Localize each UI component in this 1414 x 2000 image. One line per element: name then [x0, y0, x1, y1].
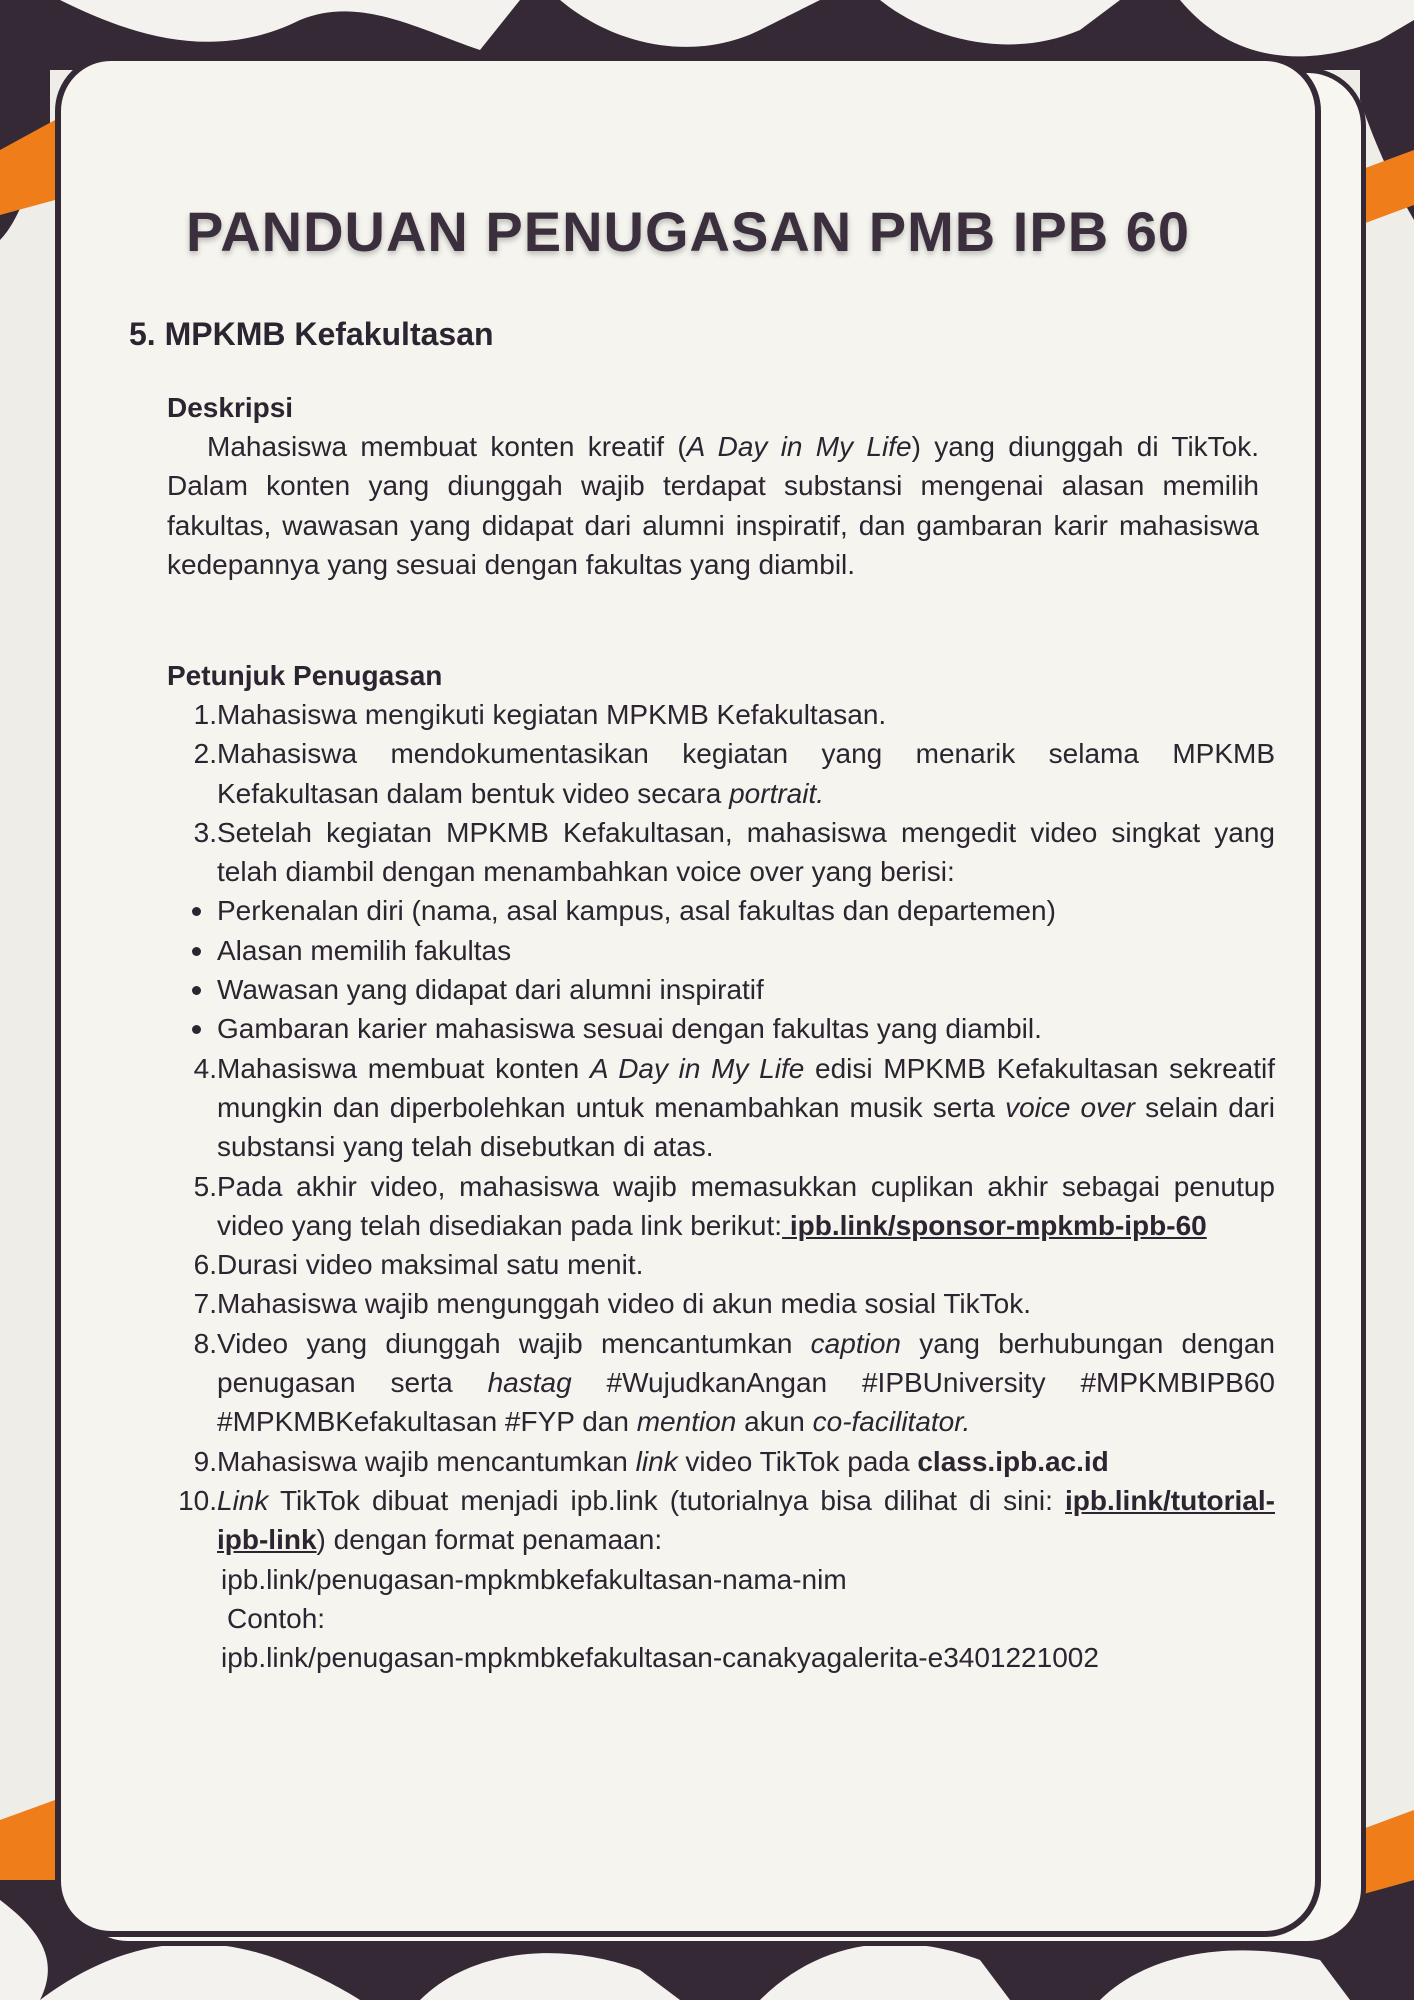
- step-number: 7.: [193, 1288, 217, 1320]
- step-text: Durasi video maksimal satu menit.: [217, 1249, 644, 1281]
- step-3: [167, 813, 1275, 892]
- contoh-label-row: [167, 1599, 1275, 1638]
- bullet-item: [167, 970, 1275, 1009]
- step-10-text-a: TikTok dibuat menjadi ipb.link (tutorialnya bisa dilihat di sini:: [268, 1484, 1065, 1516]
- contoh-label: Contoh:: [227, 1602, 326, 1634]
- step-8-text-c: #WujudkanAngan #IPBUniversity #MPKMBIPB60 #MPKMBKefakultasan #FYP dan: [217, 1367, 1275, 1438]
- class-ipb-link[interactable]: class.ipb.ac.id: [917, 1445, 1109, 1477]
- step-number: 3.: [193, 816, 217, 848]
- bullet-text: Perkenalan diri (nama, asal kampus, asal fakultas dan departemen): [217, 895, 1056, 927]
- step-8-em-a: caption: [810, 1327, 901, 1359]
- step-1: [167, 695, 1275, 734]
- step-10: [167, 1481, 1275, 1560]
- step-5-text: Pada akhir video, mahasiswa wajib memasukkan cuplikan akhir sebagai penutup video yang telah disediakan pada link berikut:: [217, 1170, 1275, 1241]
- step-10-em: Link: [217, 1484, 269, 1516]
- step-2-em: portrait.: [729, 777, 825, 809]
- sponsor-link[interactable]: ipb.link/sponsor-mpkmb-ipb-60: [782, 1209, 1207, 1241]
- step-text: [217, 1442, 1275, 1481]
- contoh-value: ipb.link/penugasan-mpkmbkefakultasan-canakyagalerita-e3401221002: [221, 1642, 1099, 1674]
- step-number: 4.: [193, 1052, 217, 1084]
- bullet-text: Alasan memilih fakultas: [217, 934, 512, 966]
- step-number: 1.: [193, 699, 217, 730]
- step-9: [167, 1442, 1275, 1481]
- bullet-dot: [167, 931, 217, 970]
- step-9-em: link: [635, 1445, 678, 1477]
- step-4-em-a: A Day in My Life: [589, 1052, 805, 1084]
- step-9-text-b: video TikTok pada: [677, 1445, 918, 1477]
- step-8-text-d: akun: [736, 1406, 813, 1438]
- deskripsi-em: A Day in My Life: [686, 431, 912, 462]
- bullet-dot: [167, 970, 217, 1009]
- step-number: 10.: [178, 1484, 217, 1516]
- step-text: [217, 1167, 1275, 1246]
- step-8-text-a: Video yang diunggah wajib mencantumkan: [217, 1327, 811, 1359]
- section-title: [129, 316, 494, 353]
- bullet-dot: [167, 891, 217, 930]
- step-5: [167, 1167, 1275, 1246]
- bullet-item: [167, 931, 1275, 970]
- step-8-em-c: mention: [636, 1406, 737, 1438]
- step-number: 6.: [193, 1249, 217, 1281]
- deskripsi-text-b: ) yang diunggah di TikTok. Dalam konten yang diunggah wajib terdapat substansi mengenai alasan memilih fakultas, wawasan yang didapat dari alumni inspiratif, dan gambaran karir mahasiswa kedepannya yang sesuai dengan fakultas yang diambil.: [167, 431, 1260, 580]
- step-number: 8.: [193, 1327, 217, 1359]
- step-text: [217, 1049, 1275, 1167]
- step-text: [217, 1324, 1275, 1442]
- bullet-item: [167, 891, 1275, 930]
- step-8-em-d: co-facilitator.: [812, 1406, 971, 1438]
- section-number: 5.: [129, 316, 156, 352]
- bullet-text: Gambaran karier mahasiswa sesuai dengan fakultas yang diambil.: [217, 1013, 1042, 1045]
- step-9-text-a: Mahasiswa wajib mencantumkan: [217, 1445, 636, 1477]
- step-2: [167, 734, 1275, 813]
- step-number: 9.: [193, 1445, 217, 1477]
- step-4-text-c: selain dari substansi yang telah disebutkan di atas.: [217, 1091, 1275, 1163]
- deskripsi-block: [167, 388, 1259, 584]
- step-6: [167, 1245, 1275, 1284]
- step-4-text-a: Mahasiswa membuat konten: [217, 1052, 590, 1084]
- bullet-item: [167, 1009, 1275, 1048]
- step-4-em-b: voice over: [1005, 1091, 1135, 1123]
- deskripsi-paragraph: [167, 427, 1259, 584]
- step-text: Setelah kegiatan MPKMB Kefakultasan, mahasiswa mengedit video singkat yang telah diambil dengan menambahkan voice over yang berisi:: [217, 816, 1275, 888]
- petunjuk-block: [167, 656, 1275, 1677]
- format-name: ipb.link/penugasan-mpkmbkefakultasan-nama-nim: [221, 1563, 847, 1595]
- deskripsi-heading: Deskripsi: [167, 392, 294, 423]
- bullet-text: Wawasan yang didapat dari alumni inspiratif: [217, 974, 764, 1006]
- step-4-text-b: edisi MPKMB Kefakultasan sekreatif mungkin dan diperbolehkan untuk menambahkan musik serta: [217, 1052, 1276, 1123]
- bullet-dot: [167, 1009, 217, 1048]
- tutorial-link[interactable]: ipb.link/tutorial-ipb-link: [217, 1484, 1275, 1556]
- step-text: [217, 1481, 1275, 1560]
- page-title: PANDUAN PENUGASAN PMB IPB 60: [186, 200, 1190, 263]
- content-card: [55, 55, 1321, 1937]
- step-2-text: Mahasiswa mendokumentasikan kegiatan yang menarik selama MPKMB Kefakultasan dalam bentuk video secara: [217, 738, 1275, 809]
- step-10-text-b: ) dengan format penamaan:: [316, 1524, 663, 1556]
- step-8: [167, 1324, 1275, 1442]
- step-text: [217, 734, 1275, 813]
- step-number: 2.: [193, 738, 217, 770]
- petunjuk-heading: Petunjuk Penugasan: [167, 660, 443, 691]
- step-text: Mahasiswa mengikuti kegiatan MPKMB Kefakultasan.: [217, 699, 887, 730]
- step-number: 5.: [193, 1170, 217, 1202]
- deskripsi-text-a: Mahasiswa membuat konten kreatif (: [207, 431, 687, 462]
- step-7: [167, 1284, 1275, 1323]
- step-4: [167, 1049, 1275, 1167]
- step-8-em-b: hastag: [487, 1367, 572, 1399]
- section-name: MPKMB Kefakultasan: [164, 316, 494, 352]
- step-8-text-b: yang berhubungan dengan penugasan serta: [217, 1327, 1275, 1399]
- step-text: Mahasiswa wajib mengunggah video di akun media sosial TikTok.: [217, 1288, 1031, 1320]
